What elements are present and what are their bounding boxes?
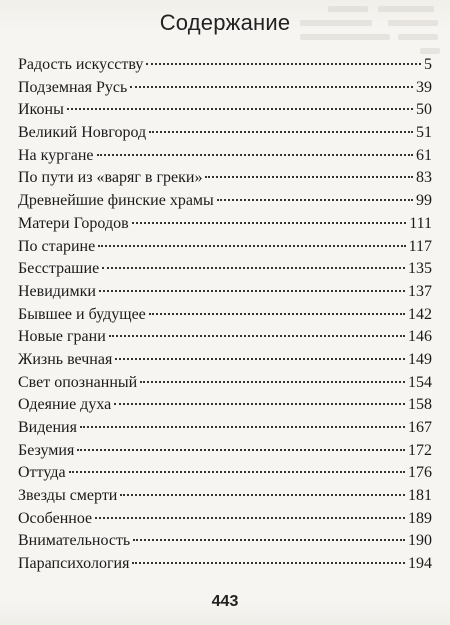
dot-leader (95, 517, 405, 519)
dot-leader (102, 267, 405, 269)
toc-entry (18, 79, 432, 102)
toc-entry-page: 5 (424, 56, 432, 73)
dot-leader (149, 131, 413, 133)
toc-entry-title: Невидимки (18, 282, 96, 300)
toc-entry-title: По пути из «варяг в греки» (18, 169, 203, 187)
toc-entry-page: 146 (408, 328, 432, 346)
page-title: Содержание (159, 10, 291, 35)
toc-entry (18, 532, 432, 555)
toc-entry (18, 442, 432, 465)
dot-leader (120, 494, 405, 496)
dot-leader (133, 539, 405, 541)
dot-leader (77, 449, 405, 451)
toc-entry (18, 396, 432, 419)
toc-entry (18, 283, 432, 306)
toc-entry-page: 137 (408, 282, 432, 300)
toc-entry (18, 147, 432, 170)
toc-entry-title: По старине (18, 237, 96, 255)
toc-entry-page: 111 (409, 214, 432, 232)
toc-entry-page: 154 (408, 373, 432, 391)
toc-entry (18, 306, 432, 329)
toc-entry-title: Одеяние духа (18, 396, 112, 414)
dot-leader (97, 154, 413, 156)
dot-leader (99, 290, 405, 292)
toc-entry-title: Древнейшие финские храмы (18, 192, 214, 210)
toc-entry-page: 194 (408, 555, 432, 573)
toc-entry (18, 510, 432, 533)
dot-leader (130, 86, 413, 88)
toc-entry (18, 419, 432, 442)
toc-entry-page: 99 (416, 192, 432, 210)
toc-entry-title: Особенное (18, 509, 93, 527)
dot-leader (132, 562, 405, 564)
dot-leader (205, 176, 413, 178)
toc-entry-title: Парапсихология (18, 555, 130, 573)
toc-entry-title: Безумия (18, 441, 75, 459)
toc-entry (18, 374, 432, 397)
toc-entry-title: Свет опознанный (18, 373, 138, 391)
toc-entry-page: 181 (408, 487, 432, 505)
toc-entry-title: На кургане (18, 146, 94, 164)
toc-entry (18, 464, 432, 487)
toc-entry-page: 149 (408, 350, 432, 368)
toc-entry-page: 167 (408, 419, 432, 436)
toc-entry (18, 555, 432, 578)
dot-leader (217, 199, 413, 201)
dot-leader (149, 313, 405, 315)
toc-entry-page: 158 (408, 396, 432, 414)
toc-entry-page: 172 (408, 441, 432, 459)
toc-entry-page: 61 (416, 146, 432, 164)
toc-entry-title: Бывшее и будущее (18, 305, 146, 323)
toc-entry-page: 176 (408, 464, 432, 482)
toc-entry-page: 190 (408, 532, 432, 550)
dot-leader (114, 403, 405, 405)
toc-entry-page: 50 (416, 101, 432, 119)
toc-entry-page: 117 (408, 237, 432, 255)
toc-entry (18, 328, 432, 351)
dot-leader (140, 381, 405, 383)
toc-entry-title: Матери Городов (18, 214, 129, 232)
toc-entry-title: Внимательность (18, 532, 131, 550)
dot-leader (115, 358, 405, 360)
toc-entry-title: Жизнь вечная (18, 350, 113, 368)
toc-entry (18, 101, 432, 124)
toc-entry-title: Звезды смерти (18, 487, 118, 505)
toc-entry (18, 260, 432, 283)
table-of-contents (18, 56, 432, 578)
dot-leader (146, 63, 421, 65)
toc-entry (18, 192, 432, 215)
dot-leader (69, 471, 405, 473)
toc-entry (18, 351, 432, 374)
toc-entry-page: 189 (408, 509, 432, 527)
toc-entry (18, 124, 432, 147)
dot-leader (109, 335, 405, 337)
toc-entry (18, 215, 432, 238)
toc-entry-page: 39 (416, 78, 432, 96)
dot-leader (132, 222, 407, 224)
dot-leader (80, 426, 405, 428)
toc-entry-title: Оттуда (18, 464, 66, 482)
dot-leader (67, 108, 413, 110)
page-number: 443 (211, 593, 239, 610)
toc-entry-title: Подземная Русь (18, 78, 128, 96)
toc-entry-page: 142 (408, 305, 432, 323)
toc-entry (18, 169, 432, 192)
toc-entry-title: Видения (18, 419, 77, 436)
toc-entry-title: Радость искусству (18, 56, 144, 73)
toc-entry-title: Бесстрашие (18, 260, 100, 278)
toc-entry-page: 83 (416, 169, 432, 187)
toc-entry (18, 56, 432, 79)
toc-entry-title: Иконы (18, 101, 64, 119)
toc-entry-title: Великий Новгород (18, 124, 147, 142)
toc-entry-page: 51 (416, 124, 432, 142)
dot-leader (98, 245, 405, 247)
toc-entry (18, 238, 432, 261)
toc-entry-title: Новые грани (18, 328, 106, 346)
toc-entry (18, 487, 432, 510)
toc-entry-page: 135 (408, 260, 432, 278)
